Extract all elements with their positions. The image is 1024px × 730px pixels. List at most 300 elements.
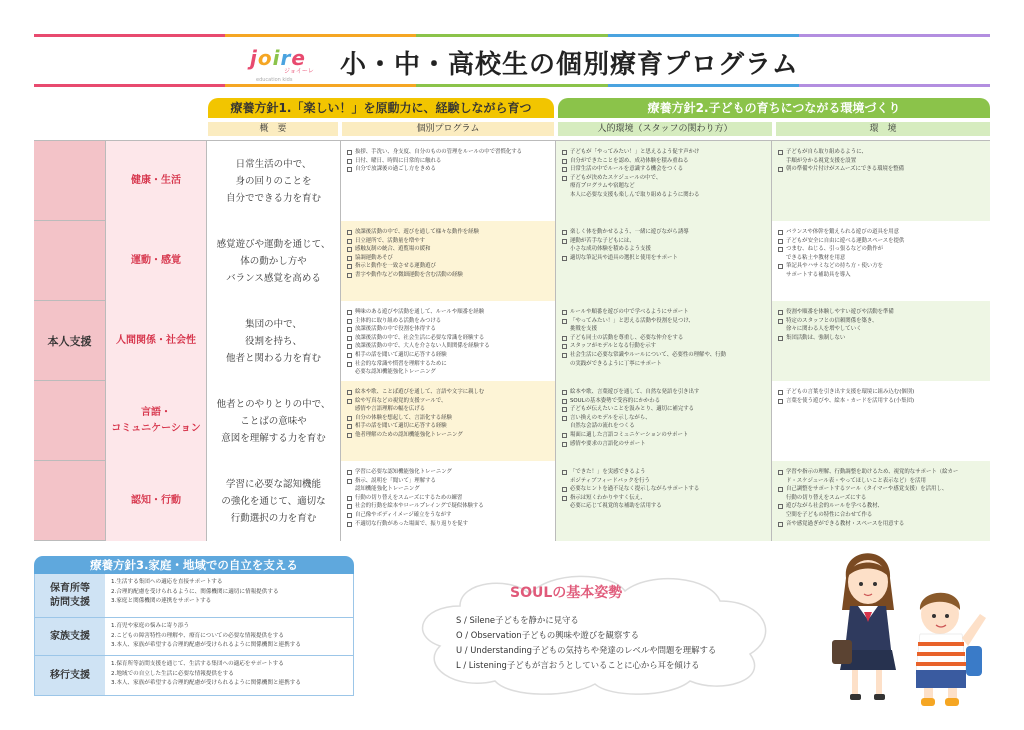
summary-line: 他者と関わる力を育む	[225, 352, 321, 364]
list-item	[347, 157, 549, 166]
list-item	[562, 317, 765, 326]
list-item-text: 役割や順番を体験しやすい遊びや活動を準備	[786, 309, 894, 315]
policy3-items	[111, 622, 301, 651]
list-item-text: 日立運所で、活動量を増やす	[355, 237, 425, 244]
boy-icon	[916, 593, 986, 706]
checkbox-icon	[347, 479, 352, 484]
summary-line: 意図を理解する力を育む	[221, 432, 326, 444]
list-item	[562, 174, 765, 183]
list-item-continued: ド・スケジュール表・やってほしいこと表示など）を活用	[786, 477, 926, 484]
list-item-continued: 療育プログラムや宿題など	[570, 183, 635, 190]
list-item-text: 朝の準備や片付けがスムーズにできる環境を整備	[786, 166, 905, 173]
logo-letter: i	[272, 46, 280, 70]
list-item-text: 絵本や歌、言葉遊びを通して、自然な発語を引き出す	[570, 389, 700, 395]
checkbox-icon	[347, 264, 352, 269]
list-item-continued: 必要に応じて視覚的な補助を活用する	[570, 503, 662, 510]
list-item-text: 自分の体験を想起して、言語化する経験	[355, 414, 452, 421]
list-item	[562, 308, 765, 317]
policy3-items	[111, 578, 279, 607]
list-item-continued: できる粘土や教材を用意	[786, 254, 846, 261]
list-item	[562, 237, 765, 246]
checkbox-icon	[347, 424, 352, 429]
list-item-continued: 自然な会話の流れをつくる	[570, 423, 635, 430]
list-item	[347, 502, 549, 511]
checkbox-icon	[562, 336, 567, 341]
checkbox-icon	[347, 513, 352, 518]
subhead-env1: 人的環境（スタッフの関わり方）	[558, 122, 772, 136]
checkbox-icon	[562, 487, 567, 492]
list-item-text: 相手の話を聞いて適切に応答する経験	[355, 351, 447, 358]
checkbox-icon	[347, 310, 352, 315]
list-item-text: 抜拶、手洗い、身支度、自分のものの管理をルールの中で習慣化する	[355, 149, 523, 155]
program-cell	[341, 301, 556, 381]
list-item-text: 自分ができたことを認め、成功体験を積み重ねる	[570, 157, 689, 164]
list-item-text: 「できた！」を実感できるよう	[570, 469, 646, 475]
list-item-continued: の実践ができるように丁寧にサポート	[570, 360, 662, 367]
side-label: 本人支援	[34, 141, 106, 541]
list-item	[778, 148, 984, 157]
checkbox-icon	[562, 310, 567, 315]
list-item	[347, 254, 549, 263]
program-cell	[341, 461, 556, 541]
soul-line: L / Listening子どもが言おうとしていることに心から耳を傾ける	[456, 660, 700, 670]
list-item	[347, 148, 549, 157]
checkbox-icon	[562, 442, 567, 447]
checkbox-icon	[347, 159, 352, 164]
list-item	[347, 325, 549, 334]
checkbox-icon	[778, 390, 783, 395]
checkbox-icon	[562, 256, 567, 261]
list-item	[562, 254, 765, 263]
list-item-text: 指示と動作を一致させる運動遊び	[355, 263, 436, 270]
list-item-text: 適切な筆記具や道具の選択と使用をサポート	[570, 254, 678, 261]
policy3-row	[34, 656, 354, 696]
category-label: 健康・生活	[131, 175, 181, 186]
list-item	[562, 440, 765, 449]
list-item	[347, 245, 549, 254]
list-item-text: 協調運動あそび	[355, 254, 393, 261]
policy3-item: 1.育児や家庭の悩みに寄り添う	[111, 623, 190, 629]
logo-kana: ジョイーレ	[284, 68, 314, 75]
list-item-continued: 空間を子どもの特性に合わせて作る	[786, 511, 873, 518]
human-environment-cell	[556, 301, 772, 381]
checkbox-icon	[347, 522, 352, 527]
table-row	[34, 461, 990, 541]
list-item-text: つまむ、ねじる、引っ張るなどの動作が	[786, 246, 884, 253]
summary-line: 学習に必要な認知機能	[225, 478, 321, 490]
list-item	[347, 414, 549, 423]
list-item-text: 日常生活の中でルールを意識する機会をつくる	[570, 166, 684, 173]
list-item-text: 自己像やボディイメージ確立をうながす	[355, 511, 452, 518]
checkbox-icon	[778, 150, 783, 155]
list-item	[778, 520, 984, 529]
list-item	[562, 165, 765, 174]
checkbox-icon	[347, 344, 352, 349]
checkbox-icon	[778, 487, 783, 492]
checkbox-icon	[562, 239, 567, 244]
list-item-text: バランスや体幹を鍛えられる遊びの道具を用意	[786, 229, 900, 235]
policy3-item: 3.本人、家族が希望する合理的配慮が受けられるように関係機関と連携する	[111, 642, 301, 648]
list-item	[778, 262, 984, 271]
list-item-text: 子どもが伝えたいことを汲みとり、適切に補完する	[570, 406, 694, 413]
list-item-text: 放課後活動の中で役割を体得する	[355, 326, 436, 333]
list-item-text: 子どもの言葉を引き出す支援を環境に組み込む(個別)	[786, 389, 915, 395]
list-item-text: 筆記具やハサミなどの持ち方・使い方を	[786, 263, 884, 270]
list-item-text: 感触友制の統合、遊覧場の緩和	[355, 246, 431, 253]
checkbox-icon	[347, 416, 352, 421]
category-cell	[106, 221, 207, 301]
checkbox-icon	[778, 247, 783, 252]
support-table	[34, 140, 990, 540]
checkbox-icon	[778, 239, 783, 244]
checkbox-icon	[562, 319, 567, 324]
environment-cell	[772, 221, 990, 301]
list-item-continued: 感情や言語理解の幅を広げる	[355, 406, 426, 413]
checkbox-icon	[778, 522, 783, 527]
checkbox-icon	[778, 399, 783, 404]
summary-line: 感覚遊びや運動を通じて、	[216, 238, 331, 250]
policy3-label-line: 家族支援	[50, 630, 90, 642]
checkbox-icon	[347, 504, 352, 509]
list-item-text: 子どもが決めたスケジュールの中で、	[570, 174, 662, 181]
list-item	[347, 334, 549, 343]
list-item-text: 子ども同士の活動を尊重し、必要な仲介をする	[570, 334, 684, 341]
policy3-item: 2.合理的配慮を受けられるように、関係機関に適切に情報提供する	[111, 588, 279, 595]
list-item	[562, 494, 765, 503]
list-item	[562, 388, 765, 397]
policy3-item: 3.本人、家族が希望する合理的配慮が受けられるように関係機関と連携する	[111, 680, 301, 686]
list-item-text: 社会生活に必要な常識やルールについて、必要性の理解や、行動	[570, 351, 726, 358]
list-item-text: 放課後活動の中で、大人を介さない人間関係を経験する	[355, 343, 490, 350]
table-row	[34, 301, 990, 381]
list-item	[778, 485, 984, 494]
human-environment-cell	[556, 381, 772, 461]
logo-letter: o	[257, 46, 272, 70]
logo-letter: e	[291, 46, 305, 70]
policy2-header: 療養方針2.子どもの育ちにつながる環境づくり	[558, 98, 990, 118]
list-item	[347, 228, 549, 237]
policy3-item: 1.生活する集団への適応を直接サポートする	[111, 579, 223, 585]
list-item	[562, 351, 765, 360]
list-item	[347, 468, 549, 477]
list-item	[347, 388, 549, 397]
program-cell	[341, 381, 556, 461]
category-label: 人間関係・社会性	[116, 335, 196, 346]
category-cell	[106, 461, 207, 541]
list-item	[347, 308, 549, 317]
checkbox-icon	[562, 176, 567, 181]
list-item-continued: 小さな成功体験を積めるよう支援	[570, 246, 651, 253]
list-item	[347, 511, 549, 520]
checkbox-icon	[778, 264, 783, 269]
category-label: 言語・	[141, 407, 171, 418]
checkbox-icon	[778, 504, 783, 509]
list-item	[562, 342, 765, 351]
list-item	[778, 468, 984, 477]
logo-subtitle: education kids	[256, 77, 293, 83]
summary-line: 身の回りのことを	[235, 175, 312, 187]
list-item	[347, 237, 549, 246]
subhead-summary: 概 要	[208, 122, 338, 136]
checkbox-icon	[562, 399, 567, 404]
checkbox-icon	[347, 336, 352, 341]
category-label: 認知・行動	[131, 495, 181, 506]
list-item-text: 遊びながら社会的ルールを学べる教材、	[786, 503, 883, 510]
checkbox-icon	[347, 390, 352, 395]
list-item-text: 絵や写真などの視覚的支援ツールで、	[355, 397, 447, 404]
list-item	[562, 468, 765, 477]
logo	[250, 46, 330, 83]
policy3-label	[35, 618, 105, 655]
top-stripe	[34, 34, 990, 37]
checkbox-icon	[347, 433, 352, 438]
list-item-text: 放課後活動の中で、遊びを通して様々な動作を経験	[355, 229, 479, 235]
summary-cell	[207, 461, 341, 541]
list-item-text: 社会的行動を絵本やロールプレイングで疑似体験する	[355, 503, 484, 510]
policy3-row	[34, 574, 354, 618]
list-item-text: 「やってみたい！」と思える活動や役割を見つけ、	[570, 317, 694, 324]
list-item-text: 学習や指示の理解、行動調整を助けるため、視覚的なサポート（絵カー	[786, 469, 959, 475]
list-item-text: 他者理解のための認知機能強化トレーニング	[355, 431, 463, 438]
checkbox-icon	[562, 159, 567, 164]
summary-line: 集団の中で、	[245, 318, 302, 330]
table-row	[34, 381, 990, 461]
list-item	[778, 502, 984, 511]
list-item	[778, 397, 984, 406]
policy3-item: 2.こどもの障害特性の理解や、療育についての必要な情報提供をする	[111, 632, 284, 639]
list-item	[562, 334, 765, 343]
list-item	[778, 165, 984, 174]
checkbox-icon	[562, 390, 567, 395]
checkbox-icon	[778, 310, 783, 315]
checkbox-icon	[562, 230, 567, 235]
list-item-text: 主体的に取り組める活動をみつける	[355, 317, 442, 324]
list-item	[347, 422, 549, 431]
policy3-item: 2.地域での自立した生活に必要な情報提供をする	[111, 670, 234, 677]
list-item-text: 放課後活動の中で、社会生活に必要な常識を経験する	[355, 334, 485, 341]
list-item-continued: 手順が分かる視覚支援を設置	[786, 157, 857, 164]
list-item	[778, 388, 984, 397]
list-item	[778, 237, 984, 246]
list-item	[347, 520, 549, 529]
list-item	[562, 431, 765, 440]
checkbox-icon	[778, 319, 783, 324]
summary-cell	[207, 381, 341, 461]
list-item-text: 子どもが自ら取り組めるように、	[786, 149, 867, 155]
list-item-text: 必要なヒントを過不足なく提示しながらサポートする	[570, 486, 700, 493]
list-item	[347, 351, 549, 360]
policy3-header: 療養方針3.家庭・地域での自立を支える	[34, 556, 354, 574]
environment-cell	[772, 141, 990, 221]
list-item-continued: 徐々に関わる人を増やしていく	[786, 326, 862, 333]
checkbox-icon	[562, 344, 567, 349]
list-item-text: 言葉を使う遊びや、絵本・カードを活用する(小集団)	[786, 397, 915, 404]
list-item-continued: 本人に必要な支援も楽しんで取り組めるように関わる	[570, 191, 700, 198]
list-item-text: SOULの基本姿勢で受容的にかかわる	[570, 397, 661, 404]
human-environment-cell	[556, 461, 772, 541]
checkbox-icon	[778, 336, 783, 341]
list-item-continued: 行動の切り替えをスムーズにする	[786, 494, 867, 501]
category-cell	[106, 141, 207, 221]
policy3-items	[111, 660, 301, 689]
subhead-program: 個別プログラム	[342, 122, 554, 136]
list-item-text: 不適切な行動があった場面で、振り返りを促す	[355, 520, 469, 527]
list-item	[347, 431, 549, 440]
checkbox-icon	[778, 167, 783, 172]
list-item	[778, 334, 984, 343]
list-item	[347, 477, 549, 486]
girl-icon	[832, 553, 896, 700]
list-item-continued: 必要な認知機能強化トレーニング	[355, 369, 436, 376]
policy3-item: 1.保育所等訪問支援を通じて、生活する集団への適応をサポートする	[111, 661, 284, 667]
list-item-text: 自分で放課後の過ごし方をきめる	[355, 166, 436, 173]
list-item-text: 言い換えのモデルを示しながら、	[570, 414, 651, 421]
list-item-text: 学習に必要な認知機能強化トレーニング	[355, 469, 452, 475]
policy3-label	[35, 574, 105, 617]
list-item-text: 社会的な常識や慣習を理解するために	[355, 360, 447, 367]
summary-cell	[207, 301, 341, 381]
list-item	[562, 157, 765, 166]
environment-cell	[772, 461, 990, 541]
list-item	[778, 308, 984, 317]
logo-letter: r	[280, 46, 291, 70]
kids-illustration	[828, 548, 998, 710]
list-item	[347, 165, 549, 174]
bottom-stripe	[34, 84, 990, 87]
checkbox-icon	[347, 496, 352, 501]
category-cell	[106, 381, 207, 461]
category-label: コミュニケーション	[111, 423, 201, 434]
summary-cell	[207, 141, 341, 221]
list-item-text: 子どもが「やってみたい！」と思えるよう促す声かけ	[570, 149, 700, 155]
checkbox-icon	[347, 256, 352, 261]
checkbox-icon	[562, 167, 567, 172]
list-item	[778, 317, 984, 326]
summary-line: 他者とのやりとりの中で、	[216, 398, 331, 410]
checkbox-icon	[562, 470, 567, 475]
list-item-text: 集団活動は、強制しない	[786, 334, 846, 341]
summary-line: 体の動かし方や	[240, 255, 307, 267]
policy3-item: 3.家庭と関係機関の連携をサポートする	[111, 598, 212, 604]
summary-line: 自分でできる力を育む	[225, 192, 321, 204]
list-item-text: 子どもが安全に自由に遊べる運動スペースを提供	[786, 237, 905, 244]
list-item	[562, 414, 765, 423]
checkbox-icon	[347, 399, 352, 404]
policy3-row	[34, 618, 354, 656]
list-item	[347, 271, 549, 280]
list-item-continued: ポジティブフィードバックを行う	[570, 477, 650, 484]
checkbox-icon	[778, 470, 783, 475]
list-item-text: 感情や要求の言語化のサポート	[570, 440, 646, 447]
list-item	[562, 148, 765, 157]
list-item-text: 特定のスタッフとの信頼関係を築き、	[786, 317, 878, 324]
list-item-text: 音や感覚過ぎができる教材・スペースを用意する	[786, 520, 905, 527]
checkbox-icon	[347, 327, 352, 332]
human-environment-cell	[556, 221, 772, 301]
checkbox-icon	[562, 496, 567, 501]
checkbox-icon	[347, 470, 352, 475]
checkbox-icon	[347, 150, 352, 155]
checkbox-icon	[347, 239, 352, 244]
checkbox-icon	[347, 353, 352, 358]
checkbox-icon	[562, 433, 567, 438]
soul-line: S / Silene子どもを静かに見守る	[456, 615, 579, 625]
table-row	[34, 141, 990, 221]
list-item	[347, 317, 549, 326]
list-item-text: 行動の切り替えをスムーズにするための練習	[355, 494, 463, 501]
soul-line: O / Observation子どもの興味や遊びを観察する	[456, 630, 639, 640]
list-item-text: 場面に適した言語コミュニケーションのサポート	[570, 431, 689, 438]
list-item-continued: 認知機能強化トレーニング	[355, 486, 420, 493]
list-item-text: 日付、曜日、時間に日常的に触れる	[355, 157, 442, 164]
list-item-text: ルールや順番を遊びの中で学べるようにサポート	[570, 309, 689, 315]
list-item-text: スタッフがモデルとなる行動を示す	[570, 343, 656, 350]
summary-cell	[207, 221, 341, 301]
list-item	[778, 228, 984, 237]
list-item-text: 楽しく体を動かせるよう、一緒に遊びながら誘導	[570, 229, 689, 235]
list-item-text: 指示、説明を「聞いて」理解する	[355, 477, 436, 484]
checkbox-icon	[562, 416, 567, 421]
list-item-text: 自己調整をサポートするツール（タイマーや感覚支援）を活用し、	[786, 486, 948, 493]
soul-title: SOULの基本姿勢	[510, 585, 623, 601]
checkbox-icon	[347, 247, 352, 252]
category-cell	[106, 301, 207, 381]
summary-line: バランス感覚を高める	[226, 272, 321, 284]
checkbox-icon	[347, 319, 352, 324]
list-item	[562, 397, 765, 406]
environment-cell	[772, 381, 990, 461]
list-item-text: 書字や動作などの微細運動を含む活動の経験	[355, 271, 463, 278]
summary-line: ことばの意味や	[240, 415, 307, 427]
checkbox-icon	[347, 230, 352, 235]
program-cell	[341, 221, 556, 301]
page-title: 小・中・高校生の個別療育プログラム	[340, 50, 799, 80]
list-item-text: 興味のある遊びや活動を通して、ルールや順番を経験	[355, 309, 485, 315]
category-label: 運動・感覚	[131, 255, 181, 266]
list-item	[562, 405, 765, 414]
list-item	[347, 397, 549, 406]
checkbox-icon	[778, 230, 783, 235]
table-row	[34, 221, 990, 301]
summary-line: の強化を通じて、適切な	[221, 495, 326, 507]
list-item	[347, 494, 549, 503]
policy3-label-line: 訪問支援	[50, 596, 90, 608]
soul-line: U / Understanding子どもの気持ちや発達のレベルや問題を理解する	[456, 645, 717, 655]
list-item-text: 絵本や歌、ことば遊びを通して、言語や文字に親しむ	[355, 389, 485, 395]
list-item-text: 運動が苦手な子どもには、	[570, 237, 635, 244]
list-item-continued: 挑戦を支援	[570, 326, 597, 333]
list-item	[347, 360, 549, 369]
human-environment-cell	[556, 141, 772, 221]
logo-letter: j	[250, 46, 257, 70]
list-item	[347, 262, 549, 271]
list-item	[562, 228, 765, 237]
checkbox-icon	[347, 167, 352, 172]
checkbox-icon	[562, 407, 567, 412]
list-item-text: 指示は短くわかりやすく伝え、	[570, 494, 646, 501]
policy3-label-line: 移行支援	[50, 669, 90, 681]
summary-line: 役割を持ち、	[244, 335, 302, 347]
summary-line: 日常生活の中で、	[235, 158, 312, 170]
list-item-text: 相手の話を聞いて適切に応答する経験	[355, 423, 447, 430]
summary-line: 行動選択の力を育む	[230, 512, 317, 524]
subhead-env2: 環 境	[776, 122, 990, 136]
checkbox-icon	[347, 362, 352, 367]
program-cell	[341, 141, 556, 221]
list-item	[562, 485, 765, 494]
policy1-header: 療養方針1.「楽しい！」を原動力に、経験しながら育つ	[208, 98, 554, 118]
environment-cell	[772, 301, 990, 381]
